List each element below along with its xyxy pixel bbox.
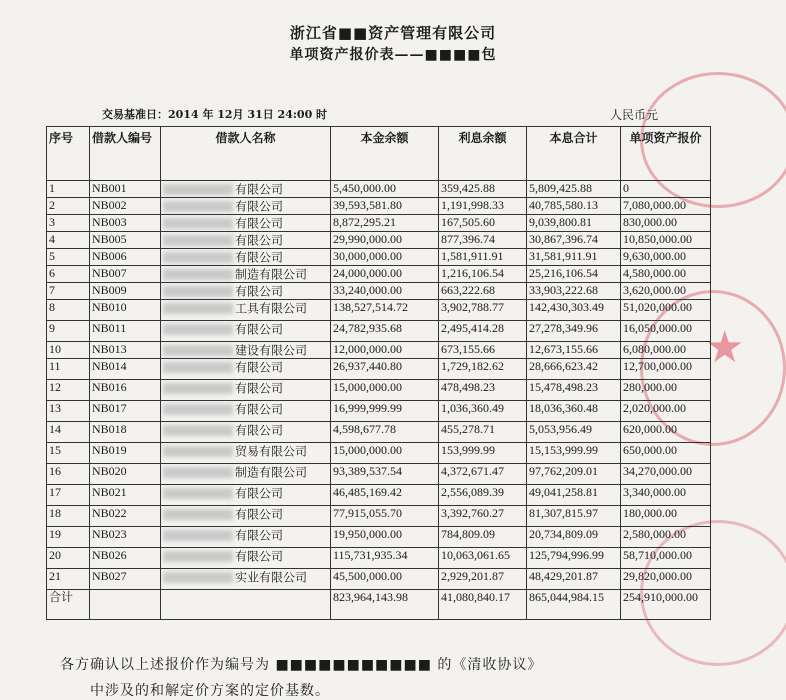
document-subtitle: 单项资产报价表——■■■■包: [289, 47, 497, 63]
borrower-name-suffix: 有限公司: [235, 486, 284, 501]
interest-balance: 2,929,201.87: [439, 569, 527, 590]
total-amount: 28,666,623.42: [527, 359, 621, 380]
footer-note: 各方确认以上述报价作为编号为 ■■■■■■■■■■■ 的《清收协议》: [60, 657, 543, 673]
borrower-name-suffix: 有限公司: [235, 549, 284, 564]
table-row: [47, 342, 711, 359]
redacted-name: [163, 235, 233, 246]
asset-price: 620,000.00: [621, 422, 711, 443]
asset-price: 9,630,000.00: [621, 249, 711, 266]
row-number: 6: [47, 266, 90, 283]
row-number: 19: [47, 527, 90, 548]
empty-cell: [161, 590, 331, 620]
interest-balance: 2,556,089.39: [439, 485, 527, 506]
row-number: 1: [47, 181, 90, 198]
asset-price: 34,270,000.00: [621, 464, 711, 485]
asset-price: 2,020,000.00: [621, 401, 711, 422]
redacted-name: [163, 201, 233, 212]
row-number: 3: [47, 215, 90, 232]
borrower-name-suffix: 制造有限公司: [235, 465, 308, 480]
principal-balance: 4,598,677.78: [331, 422, 439, 443]
total-amount: 27,278,349.96: [527, 321, 621, 342]
asset-price: 280,000.00: [621, 380, 711, 401]
grand-total: 865,044,984.15: [527, 590, 621, 620]
borrower-name-suffix: 有限公司: [235, 199, 284, 214]
total-amount: 48,429,201.87: [527, 569, 621, 590]
redacted-name: [163, 252, 233, 263]
total-amount: 97,762,209.01: [527, 464, 621, 485]
base-date: 交易基准日：2014 年 12月 31日 24:00 时: [102, 108, 328, 121]
borrower-id: NB010: [90, 300, 161, 321]
interest-balance: 1,216,106.54: [439, 266, 527, 283]
principal-balance: 5,450,000.00: [331, 181, 439, 198]
redacted-name: [163, 446, 233, 457]
borrower-name-suffix: 有限公司: [235, 182, 284, 197]
borrower-name-suffix: 实业有限公司: [235, 570, 308, 585]
redacted-name: [163, 184, 233, 195]
asset-price: 4,580,000.00: [621, 266, 711, 283]
borrower-name: [161, 321, 331, 342]
borrower-name: [161, 422, 331, 443]
total-amount: 30,867,396.74: [527, 232, 621, 249]
borrower-name-suffix: 有限公司: [235, 507, 284, 522]
borrower-name: [161, 548, 331, 569]
borrower-name-suffix: 有限公司: [235, 528, 284, 543]
asset-price: 6,080,000.00: [621, 342, 711, 359]
asset-price: 12,700,000.00: [621, 359, 711, 380]
redacted-name: [163, 286, 233, 297]
borrower-id: NB011: [90, 321, 161, 342]
principal-balance: 26,937,440.80: [331, 359, 439, 380]
table-row: [47, 506, 711, 527]
col-header: 序号: [47, 127, 90, 181]
principal-balance: 77,915,055.70: [331, 506, 439, 527]
principal-balance: 15,000,000.00: [331, 380, 439, 401]
table-row: [47, 443, 711, 464]
asset-price: 3,340,000.00: [621, 485, 711, 506]
borrower-id: NB003: [90, 215, 161, 232]
row-number: 4: [47, 232, 90, 249]
table-row: [47, 321, 711, 342]
currency-label: 人民币元: [610, 108, 659, 122]
total-amount: 15,478,498.23: [527, 380, 621, 401]
total-amount: 9,039,800.81: [527, 215, 621, 232]
asset-price: 650,000.00: [621, 443, 711, 464]
principal-balance: 8,872,295.21: [331, 215, 439, 232]
borrower-id: NB021: [90, 485, 161, 506]
principal-balance: 19,950,000.00: [331, 527, 439, 548]
redacted-name: [163, 218, 233, 229]
principal-balance: 138,527,514.72: [331, 300, 439, 321]
row-number: 10: [47, 342, 90, 359]
asset-price: 7,080,000.00: [621, 198, 711, 215]
row-number: 5: [47, 249, 90, 266]
row-number: 16: [47, 464, 90, 485]
borrower-id: NB014: [90, 359, 161, 380]
footer-note-continued: 中涉及的和解定价方案的定价基数。: [90, 683, 330, 699]
borrower-id: NB019: [90, 443, 161, 464]
borrower-id: NB022: [90, 506, 161, 527]
interest-balance: 167,505.60: [439, 215, 527, 232]
borrower-name-suffix: 有限公司: [235, 233, 284, 248]
total-amount: 142,430,303.49: [527, 300, 621, 321]
redacted-name: [163, 488, 233, 499]
table-row: [47, 527, 711, 548]
redacted-name: [163, 425, 233, 436]
row-number: 18: [47, 506, 90, 527]
interest-balance: 673,155.66: [439, 342, 527, 359]
interest-balance: 10,063,061.65: [439, 548, 527, 569]
borrower-name-suffix: 有限公司: [235, 423, 284, 438]
row-number: 8: [47, 300, 90, 321]
borrower-id: NB023: [90, 527, 161, 548]
table-row: [47, 198, 711, 215]
row-number: 7: [47, 283, 90, 300]
total-principal: 823,964,143.98: [331, 590, 439, 620]
borrower-name: [161, 569, 331, 590]
asset-price: 0: [621, 181, 711, 198]
empty-cell: [90, 590, 161, 620]
borrower-id: NB001: [90, 181, 161, 198]
total-label: 合计: [47, 590, 90, 620]
row-number: 17: [47, 485, 90, 506]
total-amount: 18,036,360.48: [527, 401, 621, 422]
table-row: [47, 359, 711, 380]
borrower-name: [161, 283, 331, 300]
document-title: 浙江省■■资产管理有限公司: [289, 24, 497, 42]
borrower-name: [161, 359, 331, 380]
borrower-id: NB009: [90, 283, 161, 300]
row-number: 11: [47, 359, 90, 380]
table-row: [47, 215, 711, 232]
borrower-name-suffix: 制造有限公司: [235, 267, 308, 282]
borrower-id: NB027: [90, 569, 161, 590]
table-row: [47, 422, 711, 443]
table-row: [47, 300, 711, 321]
table-row: [47, 380, 711, 401]
asset-price-table: [46, 126, 711, 620]
borrower-id: NB005: [90, 232, 161, 249]
asset-price: 51,020,000.00: [621, 300, 711, 321]
redacted-name: [163, 269, 233, 280]
interest-balance: 153,999.99: [439, 443, 527, 464]
seal-star-icon: ★: [705, 322, 745, 373]
redacted-name: [163, 362, 233, 373]
total-amount: 81,307,815.97: [527, 506, 621, 527]
principal-balance: 33,240,000.00: [331, 283, 439, 300]
redacted-name: [163, 383, 233, 394]
total-row: [47, 590, 711, 620]
table-row: [47, 401, 711, 422]
borrower-name: [161, 266, 331, 283]
principal-balance: 15,000,000.00: [331, 443, 439, 464]
principal-balance: 29,990,000.00: [331, 232, 439, 249]
table-header-row: [47, 127, 711, 181]
borrower-name-suffix: 有限公司: [235, 360, 284, 375]
total-price: 254,910,000.00: [621, 590, 711, 620]
borrower-name-suffix: 有限公司: [235, 284, 284, 299]
borrower-name: [161, 401, 331, 422]
table-row: [47, 266, 711, 283]
redacted-name: [163, 551, 233, 562]
redacted-name: [163, 467, 233, 478]
borrower-name-suffix: 贸易有限公司: [235, 444, 308, 459]
col-header: 本息合计: [527, 127, 621, 181]
borrower-id: NB017: [90, 401, 161, 422]
total-amount: 5,053,956.49: [527, 422, 621, 443]
asset-price: 830,000.00: [621, 215, 711, 232]
principal-balance: 115,731,935.34: [331, 548, 439, 569]
borrower-id: NB006: [90, 249, 161, 266]
interest-balance: 455,278.71: [439, 422, 527, 443]
borrower-name-suffix: 有限公司: [235, 402, 284, 417]
total-amount: 33,903,222.68: [527, 283, 621, 300]
interest-balance: 784,809.09: [439, 527, 527, 548]
interest-balance: 1,581,911.91: [439, 249, 527, 266]
borrower-name-suffix: 有限公司: [235, 216, 284, 231]
row-number: 12: [47, 380, 90, 401]
asset-price: 29,820,000.00: [621, 569, 711, 590]
borrower-name: [161, 527, 331, 548]
principal-balance: 45,500,000.00: [331, 569, 439, 590]
borrower-id: NB007: [90, 266, 161, 283]
row-number: 15: [47, 443, 90, 464]
row-number: 20: [47, 548, 90, 569]
row-number: 14: [47, 422, 90, 443]
borrower-name: [161, 300, 331, 321]
asset-price: 58,710,000.00: [621, 548, 711, 569]
interest-balance: 3,902,788.77: [439, 300, 527, 321]
row-number: 21: [47, 569, 90, 590]
col-header: 借款人名称: [161, 127, 331, 181]
table-row: [47, 485, 711, 506]
row-number: 9: [47, 321, 90, 342]
asset-price: 2,580,000.00: [621, 527, 711, 548]
interest-balance: 478,498.23: [439, 380, 527, 401]
borrower-name-suffix: 建设有限公司: [235, 343, 308, 358]
redacted-name: [163, 530, 233, 541]
row-number: 13: [47, 401, 90, 422]
table-row: [47, 181, 711, 198]
borrower-name: [161, 443, 331, 464]
interest-balance: 663,222.68: [439, 283, 527, 300]
interest-balance: 877,396.74: [439, 232, 527, 249]
total-amount: 49,041,258.81: [527, 485, 621, 506]
total-amount: 25,216,106.54: [527, 266, 621, 283]
asset-price: 180,000.00: [621, 506, 711, 527]
borrower-name-suffix: 工具有限公司: [235, 301, 308, 316]
borrower-name: [161, 181, 331, 198]
interest-balance: 1,729,182.62: [439, 359, 527, 380]
total-amount: 31,581,911.91: [527, 249, 621, 266]
borrower-name-suffix: 有限公司: [235, 322, 284, 337]
total-amount: 40,785,580.13: [527, 198, 621, 215]
table-row: [47, 548, 711, 569]
principal-balance: 93,389,537.54: [331, 464, 439, 485]
borrower-name: [161, 506, 331, 527]
borrower-name: [161, 485, 331, 506]
interest-balance: 4,372,671.47: [439, 464, 527, 485]
interest-balance: 1,036,360.49: [439, 401, 527, 422]
redacted-name: [163, 324, 233, 335]
borrower-name-suffix: 有限公司: [235, 250, 284, 265]
principal-balance: 24,782,935.68: [331, 321, 439, 342]
borrower-id: NB013: [90, 342, 161, 359]
interest-balance: 3,392,760.27: [439, 506, 527, 527]
col-header: 本金余额: [331, 127, 439, 181]
asset-price: 10,850,000.00: [621, 232, 711, 249]
principal-balance: 16,999,999.99: [331, 401, 439, 422]
interest-balance: 2,495,414.28: [439, 321, 527, 342]
table-row: [47, 249, 711, 266]
borrower-id: NB018: [90, 422, 161, 443]
redacted-name: [163, 509, 233, 520]
redacted-name: [163, 404, 233, 415]
redacted-name: [163, 345, 233, 356]
col-header: 利息余额: [439, 127, 527, 181]
principal-balance: 46,485,169.42: [331, 485, 439, 506]
total-amount: 15,153,999.99: [527, 443, 621, 464]
total-interest: 41,080,840.17: [439, 590, 527, 620]
borrower-name: [161, 249, 331, 266]
borrower-name: [161, 232, 331, 249]
borrower-name: [161, 215, 331, 232]
table-row: [47, 232, 711, 249]
total-amount: 5,809,425.88: [527, 181, 621, 198]
principal-balance: 12,000,000.00: [331, 342, 439, 359]
borrower-id: NB002: [90, 198, 161, 215]
table-row: [47, 283, 711, 300]
col-header: 单项资产报价: [621, 127, 711, 181]
interest-balance: 359,425.88: [439, 181, 527, 198]
borrower-id: NB020: [90, 464, 161, 485]
principal-balance: 24,000,000.00: [331, 266, 439, 283]
asset-price: 3,620,000.00: [621, 283, 711, 300]
total-amount: 125,794,996.99: [527, 548, 621, 569]
redacted-name: [163, 303, 233, 314]
total-amount: 12,673,155.66: [527, 342, 621, 359]
borrower-id: NB016: [90, 380, 161, 401]
borrower-id: NB026: [90, 548, 161, 569]
table-row: [47, 569, 711, 590]
total-amount: 20,734,809.09: [527, 527, 621, 548]
redacted-name: [163, 572, 233, 583]
principal-balance: 39,593,581.80: [331, 198, 439, 215]
borrower-name: [161, 342, 331, 359]
interest-balance: 1,191,998.33: [439, 198, 527, 215]
row-number: 2: [47, 198, 90, 215]
col-header: 借款人编号: [90, 127, 161, 181]
borrower-name: [161, 380, 331, 401]
table-row: [47, 464, 711, 485]
borrower-name-suffix: 有限公司: [235, 381, 284, 396]
asset-price: 16,050,000.00: [621, 321, 711, 342]
principal-balance: 30,000,000.00: [331, 249, 439, 266]
borrower-name: [161, 198, 331, 215]
borrower-name: [161, 464, 331, 485]
